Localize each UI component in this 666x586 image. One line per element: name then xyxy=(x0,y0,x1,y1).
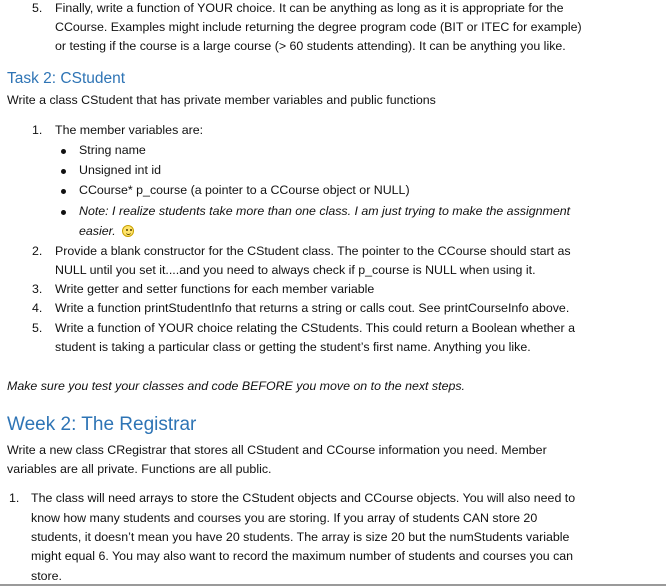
bullet-text: easier. xyxy=(79,224,116,238)
bullet-text: CCourse* p_course (a pointer to a CCourse object or NULL) xyxy=(79,183,410,197)
section-intro: Write a class CStudent that has private member variables and public functions xyxy=(7,93,436,107)
bullet-text: Note: I realize students take more than one class. I am just trying to make the assignment xyxy=(79,204,571,218)
list-item-text: Write a function of YOUR choice relating the CStudents. This could return a Boolean whether a xyxy=(55,321,576,335)
section-heading: Task 2: CStudent xyxy=(7,70,126,87)
list-number: 3. xyxy=(32,282,43,296)
list-item-text: student is taking a particular class or getting the student’s first name. Anything you like. xyxy=(55,340,531,354)
list-item-text: might equal 6. You may also want to record the maximum number of students and courses you can xyxy=(31,549,574,563)
paragraph-line: Finally, write a function of YOUR choice. It can be anything as long as it is appropriate for the xyxy=(55,1,564,15)
list-item-text: The member variables are: xyxy=(55,123,204,137)
list-number: 5. xyxy=(32,1,43,15)
bullet-text: Unsigned int id xyxy=(79,163,161,177)
list-item-text: Provide a blank constructor for the CStudent class. The pointer to the CCourse should start as xyxy=(55,244,571,258)
bullet-icon xyxy=(61,169,66,174)
list-item-text: students, it doesn’t mean you have 20 students. The array is size 20 but the numStudents variable xyxy=(31,530,570,544)
list-item-text: Write a function printStudentInfo that returns a string or calls cout. See printCourseInfo above. xyxy=(55,301,570,315)
list-number: 1. xyxy=(9,491,20,505)
bullet-icon xyxy=(61,210,66,215)
week-heading: Week 2: The Registrar xyxy=(7,414,197,435)
list-number: 4. xyxy=(32,301,43,315)
list-item-text: Write getter and setter functions for each member variable xyxy=(55,282,375,296)
paragraph-line: CCourse. Examples might include returning the degree program code (BIT or ITEC for example) xyxy=(55,20,582,34)
list-item-text: NULL until you set it....and you need to always check if p_course is NULL when using it. xyxy=(55,263,536,277)
test-note: Make sure you test your classes and code BEFORE you move on to the next steps. xyxy=(7,379,465,393)
bullet-icon xyxy=(61,189,66,194)
smiley-face-icon xyxy=(122,225,134,237)
list-number: 5. xyxy=(32,321,43,335)
list-item-text: The class will need arrays to store the CStudent objects and CCourse objects. You will also need to xyxy=(31,491,576,505)
list-number: 2. xyxy=(32,244,43,258)
paragraph-line: variables are all private. Functions are all public. xyxy=(7,462,272,476)
paragraph-line: Write a new class CRegistrar that stores all CStudent and CCourse information you need. Member xyxy=(7,443,547,457)
list-item-text: know how many students and courses you are storing. If you array of students CAN store 20 xyxy=(31,511,538,525)
list-item-text: store. xyxy=(31,569,62,583)
bullet-text: String name xyxy=(79,143,146,157)
list-number: 1. xyxy=(32,123,43,137)
paragraph-line: or testing if the course is a large course (> 60 students attending). It can be anything you like. xyxy=(55,39,566,53)
bullet-icon xyxy=(61,149,66,154)
